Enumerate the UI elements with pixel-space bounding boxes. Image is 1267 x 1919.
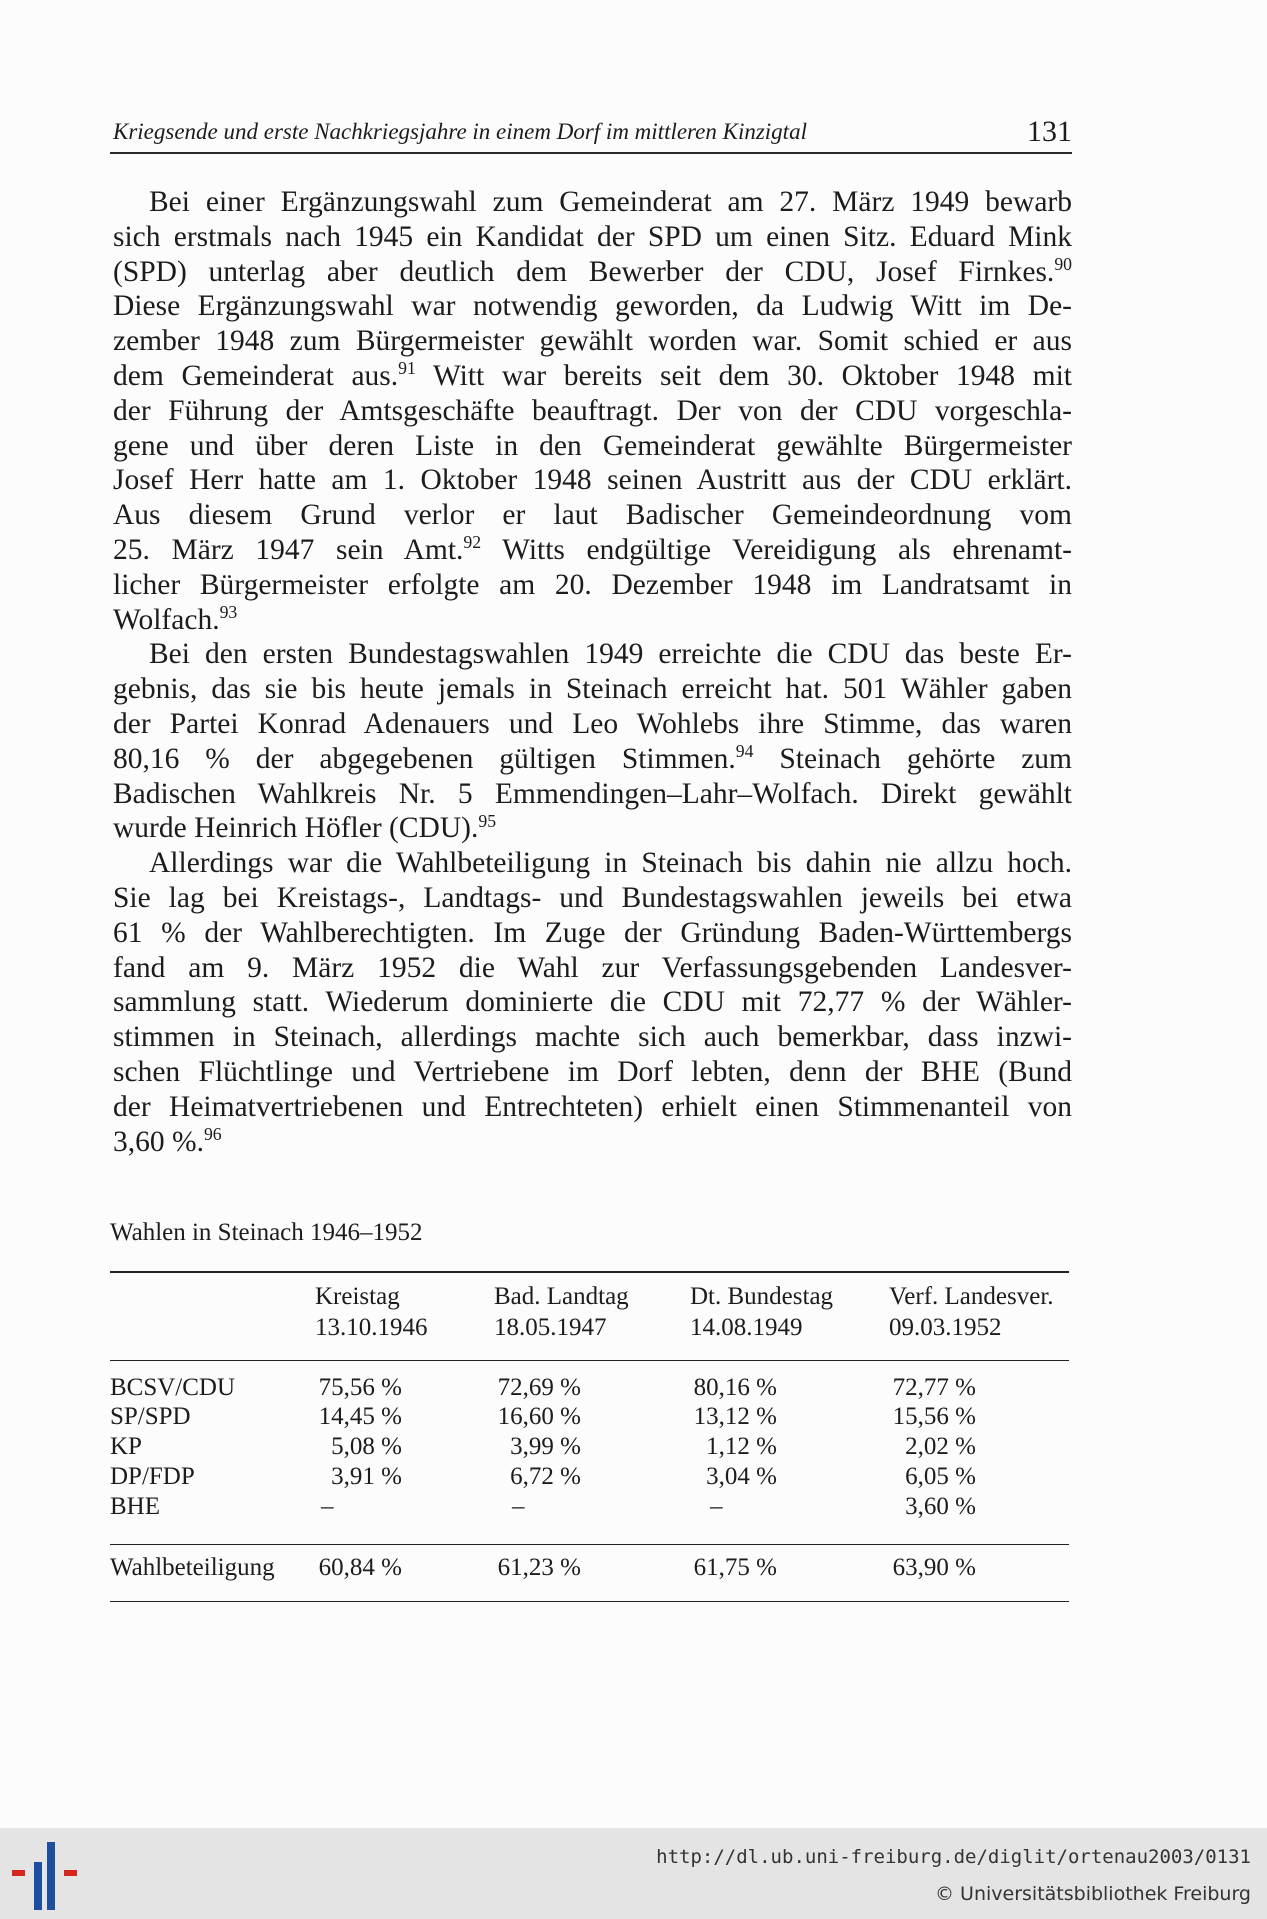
table-row xyxy=(110,1492,1069,1522)
table-header-row xyxy=(110,1281,1069,1312)
party-label: DP/FDP xyxy=(110,1463,195,1491)
text-line: Sie lag bei Kreistags-, Landtags- und Bundestagswahlen jeweils bei etwa xyxy=(113,881,1072,914)
table-cell xyxy=(494,1462,690,1492)
text-line: der Heimatvertriebenen und Entrechteten) erhielt einen Stimmenanteil von xyxy=(113,1090,1072,1123)
text-line: Josef Herr hatte am 1. Oktober 1948 seinen Austritt aus der CDU erklärt. xyxy=(113,464,1072,497)
election-results-table xyxy=(110,1271,1069,1602)
table-cell xyxy=(690,1402,889,1432)
text-segment: wurde Heinrich Höfler (CDU). xyxy=(113,812,479,845)
text-line: der Führung der Amtsgeschäfte beauftragt. Der von der CDU vorgeschla- xyxy=(113,394,1072,427)
paragraph xyxy=(113,637,1072,846)
footnote-ref: 96 xyxy=(203,1123,222,1144)
running-title: Kriegsende und erste Nachkriegsjahre in einem Dorf im mittleren Kinzigtal xyxy=(113,119,807,144)
text-line xyxy=(113,603,1072,638)
text-segment: Witt war bereits seit dem 30. Oktober 1948 mit xyxy=(415,359,1072,392)
cell-value: – xyxy=(512,1492,525,1520)
text-line: Bei den ersten Bundestagswahlen 1949 erreichte die CDU das beste Er- xyxy=(149,638,1072,671)
column-date: 18.05.1947 xyxy=(494,1313,607,1341)
table-body xyxy=(110,1361,1069,1544)
cell-value: 3,91 % xyxy=(331,1463,402,1491)
text-line: Diese Ergänzungswahl war notwendig geworden, da Ludwig Witt im De- xyxy=(113,290,1072,323)
cell-value: 72,69 % xyxy=(497,1373,581,1401)
text-segment: 80,16 % der abgegebenen gültigen Stimmen. xyxy=(113,742,736,775)
cell-value: 13,12 % xyxy=(693,1403,777,1431)
text-line xyxy=(113,742,1072,777)
column-label: Bad. Landtag xyxy=(494,1282,629,1310)
party-label: BCSV/CDU xyxy=(110,1373,236,1401)
cell-value: 80,16 % xyxy=(693,1373,777,1401)
party-label: BHE xyxy=(110,1492,160,1520)
cell-value: 60,84 % xyxy=(318,1553,402,1581)
table-cell xyxy=(494,1492,690,1522)
cell-value: 75,56 % xyxy=(318,1373,402,1401)
table-bottom-rule xyxy=(110,1601,1069,1603)
text-line: gebnis, das sie bis heute jemals in Steinach erreicht hat. 501 Wähler gaben xyxy=(113,673,1072,706)
text-line xyxy=(113,1125,1072,1160)
table-header-row xyxy=(110,1312,1069,1343)
cell-value: 2,02 % xyxy=(905,1433,976,1461)
table-cell xyxy=(494,1373,690,1403)
table-cell xyxy=(315,1402,494,1432)
body-text xyxy=(113,185,1072,1159)
text-line: Allerdings war die Wahlbeteiligung in Steinach bis dahin nie allzu hoch. xyxy=(149,847,1072,880)
text-segment: dem Gemeinderat aus. xyxy=(113,359,399,392)
text-segment: Wolfach. xyxy=(113,603,220,636)
text-line: der Partei Konrad Adenauers und Leo Wohlebs ihre Stimme, das waren xyxy=(113,707,1072,740)
text-line: 61 % der Wahlberechtigten. Im Zuge der Gründung Baden-Württembergs xyxy=(113,916,1072,949)
cell-value: 3,60 % xyxy=(905,1492,976,1520)
footnote-ref: 93 xyxy=(219,601,238,622)
footnote-ref: 95 xyxy=(478,810,497,831)
column-label: Dt. Bundestag xyxy=(690,1282,834,1310)
cell-value: 6,72 % xyxy=(510,1463,581,1491)
text-line xyxy=(113,533,1072,568)
logo-red-dash-right xyxy=(64,1870,77,1876)
table-row xyxy=(110,1402,1069,1432)
turnout-label: Wahlbeteiligung xyxy=(110,1553,275,1581)
table-cell xyxy=(690,1553,889,1583)
footnote-ref: 91 xyxy=(398,358,416,379)
party-label: SP/SPD xyxy=(110,1403,191,1431)
text-line xyxy=(113,359,1072,394)
table-cell xyxy=(315,1432,494,1462)
table-cell xyxy=(889,1553,1069,1583)
paragraph xyxy=(113,185,1072,637)
column-date: 13.10.1946 xyxy=(315,1313,428,1341)
table-row xyxy=(110,1462,1069,1492)
logo-red-dash-left xyxy=(12,1870,25,1876)
text-line: gene und über deren Liste in den Gemeinderat gewählte Bürgermeister xyxy=(113,429,1072,462)
cell-value: 6,05 % xyxy=(905,1463,976,1491)
page-number: 131 xyxy=(1027,115,1072,148)
text-line: sich erstmals nach 1945 ein Kandidat der SPD um einen Sitz. Eduard Mink xyxy=(113,220,1072,253)
text-segment: (SPD) unterlag aber deutlich dem Bewerber der CDU, Josef Firnkes. xyxy=(113,255,1055,288)
text-line: Bei einer Ergänzungswahl zum Gemeinderat am 27. März 1949 bewarb xyxy=(149,186,1072,218)
table-cell xyxy=(889,1462,1069,1492)
table-cell xyxy=(690,1432,889,1462)
table-cell xyxy=(315,1462,494,1492)
text-line: schen Flüchtlinge und Vertriebene im Dorf lebten, denn der BHE (Bund xyxy=(113,1055,1072,1088)
ub-freiburg-logo-icon xyxy=(10,1840,80,1912)
table-cell xyxy=(315,1492,494,1522)
cell-value: 16,60 % xyxy=(497,1403,581,1431)
text-segment: Witts endgültige Vereidigung als ehrenamt- xyxy=(481,533,1072,566)
text-segment: 25. März 1947 sein Amt. xyxy=(113,533,464,566)
table-cell xyxy=(889,1373,1069,1403)
text-line: stimmen in Steinach, allerdings machte sich auch bemerkbar, dass inzwi- xyxy=(113,1021,1072,1054)
text-line xyxy=(113,811,1072,846)
cell-value: 15,56 % xyxy=(892,1403,976,1431)
table-cell xyxy=(889,1432,1069,1462)
table-cell xyxy=(690,1373,889,1403)
cell-value: 5,08 % xyxy=(331,1433,402,1461)
footer-copyright: © Universitätsbibliothek Freiburg xyxy=(935,1883,1251,1905)
table-cell xyxy=(494,1402,690,1432)
table-cell xyxy=(690,1462,889,1492)
table-cell xyxy=(315,1373,494,1403)
column-label: Kreistag xyxy=(315,1282,400,1310)
column-date: 09.03.1952 xyxy=(889,1313,1002,1341)
footnote-ref: 94 xyxy=(735,741,754,762)
footnote-ref: 90 xyxy=(1054,253,1072,274)
header-rule xyxy=(110,152,1072,154)
table-header xyxy=(110,1273,1069,1360)
text-line: Aus diesem Grund verlor er laut Badischer Gemeindeordnung vom xyxy=(113,499,1072,532)
column-label: Verf. Landesver. xyxy=(889,1282,1054,1310)
text-line: zember 1948 zum Bürgermeister gewählt worden war. Somit schied er aus xyxy=(113,325,1072,358)
table-corner-cell xyxy=(110,1281,315,1312)
cell-value: 1,12 % xyxy=(706,1433,777,1461)
table-cell xyxy=(889,1492,1069,1522)
text-line: licher Bürgermeister erfolgte am 20. Dezember 1948 im Landratsamt in xyxy=(113,568,1072,601)
table-caption: Wahlen in Steinach 1946–1952 xyxy=(110,1219,423,1246)
paragraph xyxy=(113,846,1072,1159)
footnote-ref: 92 xyxy=(463,532,482,553)
cell-value: 3,04 % xyxy=(706,1463,777,1491)
table-cell xyxy=(494,1432,690,1462)
cell-value: 61,23 % xyxy=(497,1553,581,1581)
column-date: 14.08.1949 xyxy=(690,1313,803,1341)
table-row xyxy=(110,1432,1069,1462)
text-segment: Steinach gehörte zum xyxy=(753,742,1072,775)
table-footer xyxy=(110,1545,1069,1601)
logo-blue-bar-tall xyxy=(47,1842,55,1910)
cell-value: 3,99 % xyxy=(510,1433,581,1461)
text-line: Badischen Wahlkreis Nr. 5 Emmendingen–Lahr–Wolfach. Direkt gewählt xyxy=(113,777,1072,810)
party-label: KP xyxy=(110,1433,142,1461)
logo-blue-bar-short xyxy=(34,1862,42,1910)
table-row xyxy=(110,1373,1069,1403)
cell-value: – xyxy=(710,1492,723,1520)
cell-value: 72,77 % xyxy=(892,1373,976,1401)
table-cell xyxy=(889,1402,1069,1432)
cell-value: 14,45 % xyxy=(318,1403,402,1431)
text-segment: 3,60 %. xyxy=(113,1125,204,1158)
cell-value: 63,90 % xyxy=(892,1553,976,1581)
table-cell xyxy=(315,1553,494,1583)
table-cell xyxy=(690,1492,889,1522)
table-corner-cell xyxy=(110,1312,315,1343)
text-line: sammlung statt. Wiederum dominierte die CDU mit 72,77 % der Wähler- xyxy=(113,986,1072,1019)
turnout-row xyxy=(110,1553,1069,1583)
table-cell xyxy=(494,1553,690,1583)
text-line: fand am 9. März 1952 die Wahl zur Verfassungsgebenden Landesver- xyxy=(113,951,1072,984)
text-line xyxy=(113,255,1072,290)
cell-value: 61,75 % xyxy=(693,1553,777,1581)
cell-value: – xyxy=(321,1492,334,1520)
footer-url: http://dl.ub.uni-freiburg.de/diglit/ortenau2003/0131 xyxy=(656,1846,1251,1868)
